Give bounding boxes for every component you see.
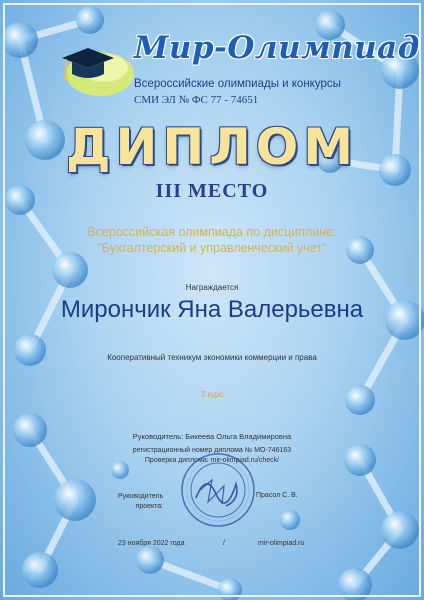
site-url[interactable]: mir-olimpiad.ru [258,540,305,547]
olympiad-description [0,224,424,256]
awarded-label: Награждается [185,283,239,292]
project-head-line-1: Руководитель [118,493,164,500]
olympiad-line-1: Всероссийская олимпиада по дисциплине: [87,225,337,239]
logo-subtitle: Всероссийские олимпиады и конкурсы [134,78,341,90]
organization: Кооперативный техникум экономики коммерции и права [107,353,317,362]
diploma-title: ДИПЛОМ [65,118,358,176]
recipient-name: Мирончик Яна Валерьевна [60,296,364,323]
place-label: III МЕСТО [155,180,269,202]
course: 3 курс [200,390,224,399]
project-head-line-2: проекта: [135,503,164,510]
stamp-seal [178,450,258,530]
registration-number: регистрационный номер диплома № МО-746163 [132,447,292,454]
issue-date: 23 ноября 2022 года [118,540,185,547]
graduation-cap-icon [58,38,138,100]
check-link: Проверка диплома: mir-olimpiad.ru/check/ [144,457,280,464]
logo-registration: СМИ ЭЛ № ФС 77 - 74651 [134,94,259,106]
project-head-label [118,492,163,512]
logo-title: Мир-Олимпиад [134,30,420,66]
date-separator: / [223,540,225,547]
olympiad-line-2: "Бухгалтерский и управленческий учет" [97,241,327,255]
project-head-name: Прасол С. В. [256,492,298,499]
supervisor: Руководитель: Бикеева Ольга Владимировна [132,432,292,441]
